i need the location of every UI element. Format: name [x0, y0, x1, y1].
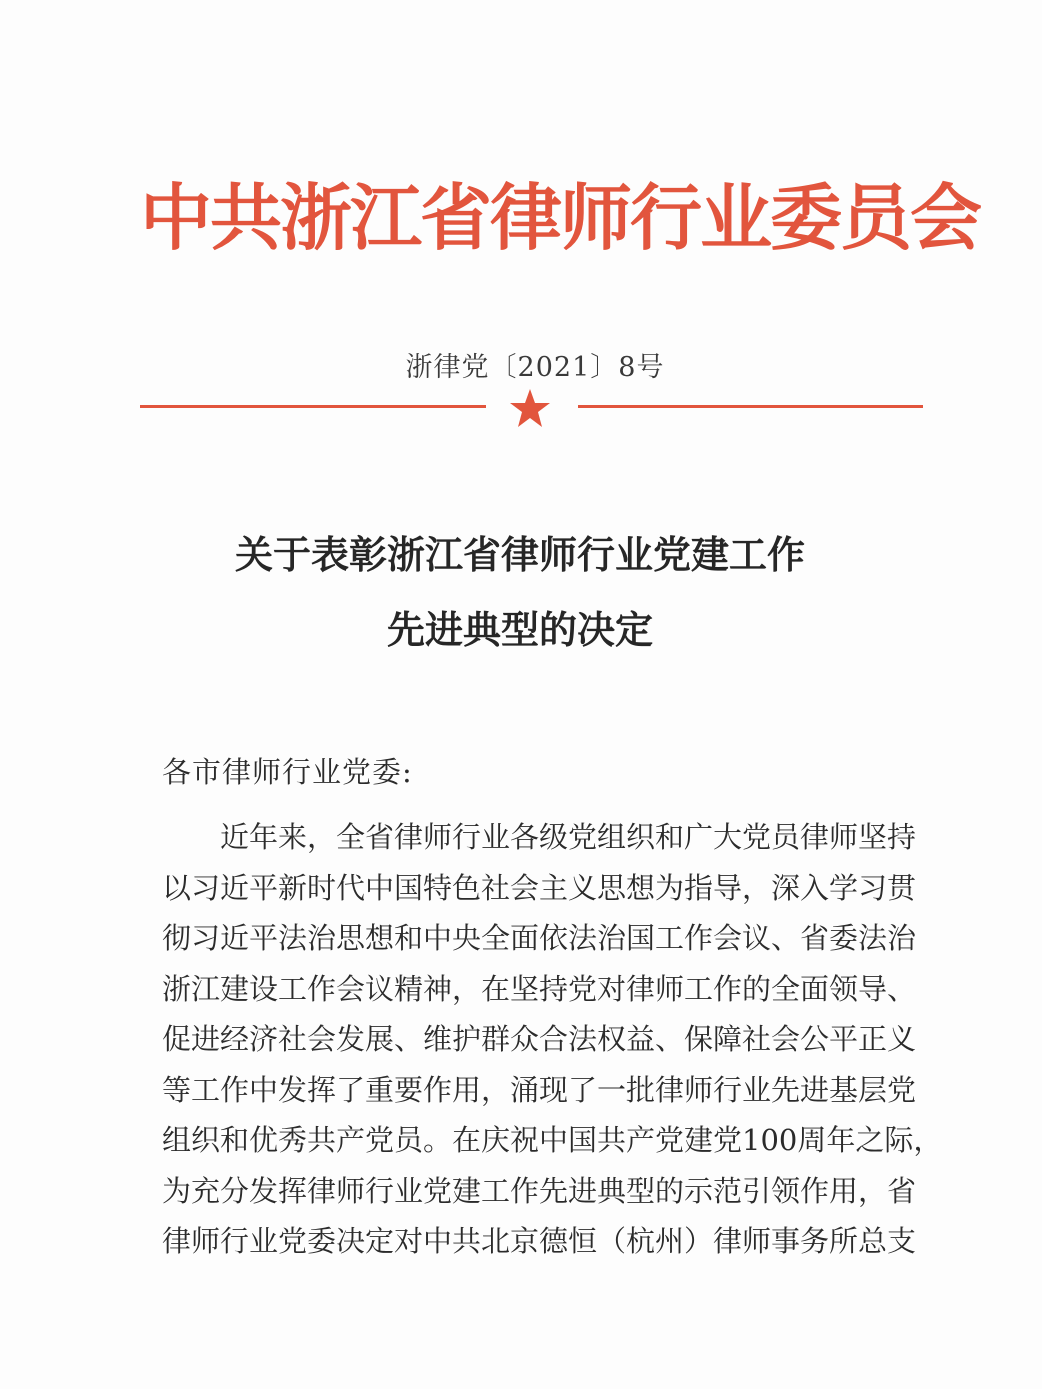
body-line: 为充分发挥律师行业党建工作先进典型的示范引领作用，省 [162, 1173, 917, 1208]
organization-header: 中共浙江省律师行业委员会 [140, 176, 981, 260]
document-title-line-2: 先进典型的决定 [386, 607, 653, 652]
document-title-line-1: 关于表彰浙江省律师行业党建工作 [234, 532, 805, 577]
body-line: 以习近平新时代中国特色社会主义思想为指导，深入学习贯 [162, 870, 917, 905]
body-line: 律师行业党委决定对中共北京德恒（杭州）律师事务所总支 [162, 1224, 917, 1258]
document-number: 浙律党〔2021〕8号 [405, 352, 665, 383]
salutation: 各市律师行业党委: [162, 755, 413, 789]
body-paragraph [162, 812, 943, 1267]
body-line: 促进经济社会发展、维护群众合法权益、保障社会公平正义 [162, 1022, 917, 1056]
body-line: 近年来，全省律师行业各级党组织和广大党员律师坚持 [220, 820, 917, 854]
star-icon [509, 388, 551, 428]
red-divider-right [578, 405, 923, 408]
body-line: 浙江建设工作会议精神，在坚持党对律师工作的全面领导、 [162, 971, 917, 1006]
body-line: 组织和优秀共产党员。在庆祝中国共产党建党100周年之际， [162, 1123, 943, 1157]
red-divider-left [140, 405, 486, 408]
body-line: 彻习近平法治思想和中央全面依法治国工作会议、省委法治 [162, 921, 917, 955]
body-line: 等工作中发挥了重要作用，涌现了一批律师行业先进基层党 [162, 1072, 917, 1107]
